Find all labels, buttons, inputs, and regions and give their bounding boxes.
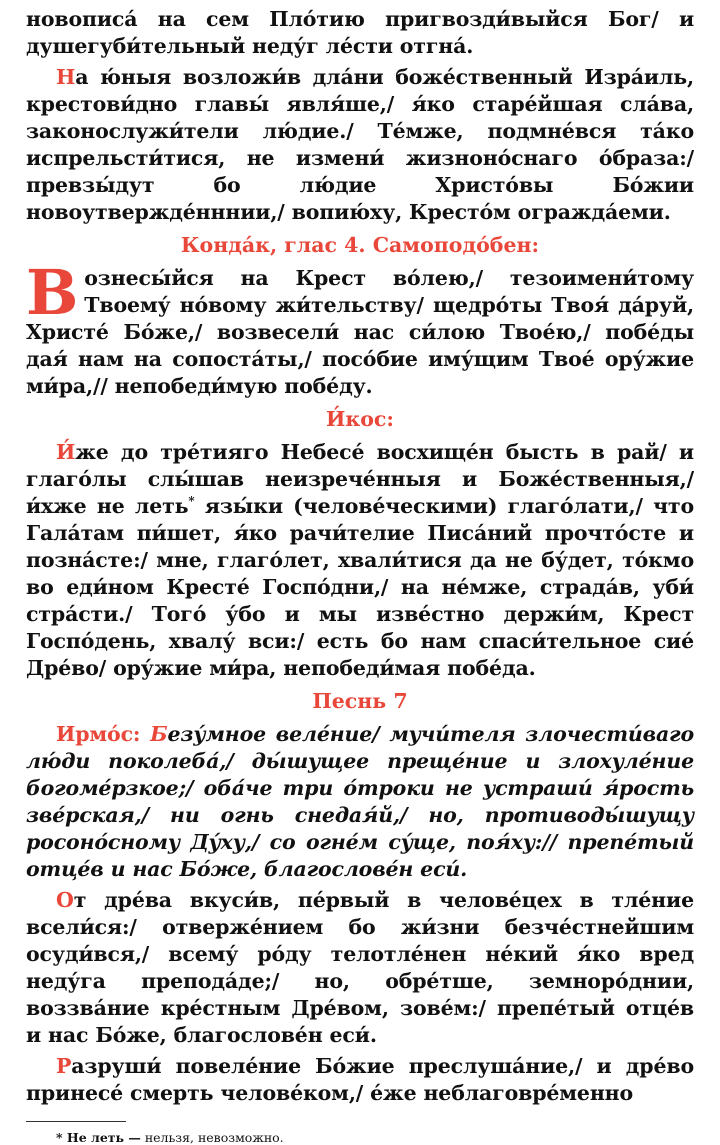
footnote-mark: * Не леть — [56,1130,141,1145]
paragraph-irmos [26,721,694,883]
footnote-ref: * [188,494,195,509]
paragraph-text: новописа́ на сем Пло́тию пригвозди́выйся Бог/ и душегуби́тельный неду́г ле́сти отгна́. [26,7,694,58]
paragraph-text: ознесы́йся на Крест во́лею,/ тезоимени́тому Твоему́ но́вому жи́тельству/ щедро́ты Твоя́ да́руй, Христе́ Бо́же,/ возвесели́ нас си́лою Твое́ю,/ побе́ды дая́ нам на сопоста́ты,/ посо́бие иму́щим Твое́ ору́жие ми́ра,// непобеди́мую побе́ду. [26,266,694,398]
paragraph-kondak [26,256,694,400]
initial-letter: И́ [56,440,76,464]
initial-letter: Р [56,1054,72,1078]
initial-letter: О [56,888,74,912]
paragraph-ot [26,887,694,1049]
paragraph-text: езу́мное веле́ние/ мучи́теля злочести́ваго лю́ди поколеба́,/ ды́шущее преще́ние и злохуле́ние богоме́рзкое;/ оба́че три о́троки не устраши́ я́рость зве́рская,/ ни огнь снедая́й,/ но, противоды́шущу росоно́сному Ду́ху,/ со огне́м су́ще, поя́ху:// препе́тый отце́в и нас Бо́же, благослове́н еси́. [26,722,694,881]
paragraph-top [26,6,694,60]
paragraph-text: язы́ки (челове́ческими) глаго́лати,/ что Гала́там пи́шет, я́ко рачи́телие Писа́ний прочто́сте и позна́сте:/ мне, глаго́лет, хвали́тися да не бу́дет, то́кмо во еди́ном Кресте́ Госпо́дни,/ на не́мже, страда́в, уби́ стра́сти./ Того́ у́бо и мы изве́стно держи́м, Крест Госпо́день, хвалу́ вси:/ есть бо нам спаси́тельное сие́ Дре́во/ ору́жие ми́ра, непобеди́мая побе́да. [26,494,695,680]
irmos-label: Ирмо́с: [56,722,151,746]
heading-pesn: Песнь 7 [312,689,408,713]
paragraph-text: а ю́ныя возложи́в дла́ни боже́ственный Изра́иль, крестови́дно главы́ явля́ше,/ я́ко старе́йшая сла́ва, законослужи́тели лю́дие./ Те́мже, подмне́вся та́ко испрельсти́тися, не измени́ жизноно́снаго о́браза:/ превзы́дут бо лю́дие Христо́вы Бо́жии новоутвержде́нннии,/ вопию́ху, Кресто́м огражда́еми. [26,65,694,224]
paragraph-ikos [26,439,694,682]
paragraph-text: т дре́ва вкуси́в, пе́рвый в челове́цех в тле́ние всели́ся:/ отверже́нием бо жи́зни безче́стнейшим осуди́вся,/ всему́ ро́ду телотле́нен не́кий я́ко вред неду́га препода́де;/ но, обре́тше, земноро́днии, воззва́ние кре́стным Дре́вом, зове́м:/ препе́тый отце́в и нас Бо́же, благослове́н еси́. [26,888,694,1047]
paragraph-text: же до тре́тияго Небесе́ восхище́н бысть в рай/ и глаго́лы слы́шав неизрече́нныя и Боже́ственныя,/ и́хже не леть [26,440,694,518]
initial-letter: Б [150,722,168,746]
initial-letter: Н [56,65,76,89]
paragraph-raz [26,1053,694,1107]
drop-cap: В [26,256,79,329]
paragraph-text: азруши́ повеле́ние Бо́жие преслуша́ние,/ и дре́во принесе́ смерть челове́ком,/ е́же неблаговре́менно [26,1054,694,1105]
footnote-text: нельзя, невозможно. [140,1130,284,1145]
heading-ikos: И́кос: [326,407,394,431]
footnote [56,1130,694,1145]
paragraph-na [26,64,694,226]
heading-kondak: Конда́к, глас 4. Самоподо́бен: [180,233,540,257]
footnote-divider [26,1121,126,1122]
